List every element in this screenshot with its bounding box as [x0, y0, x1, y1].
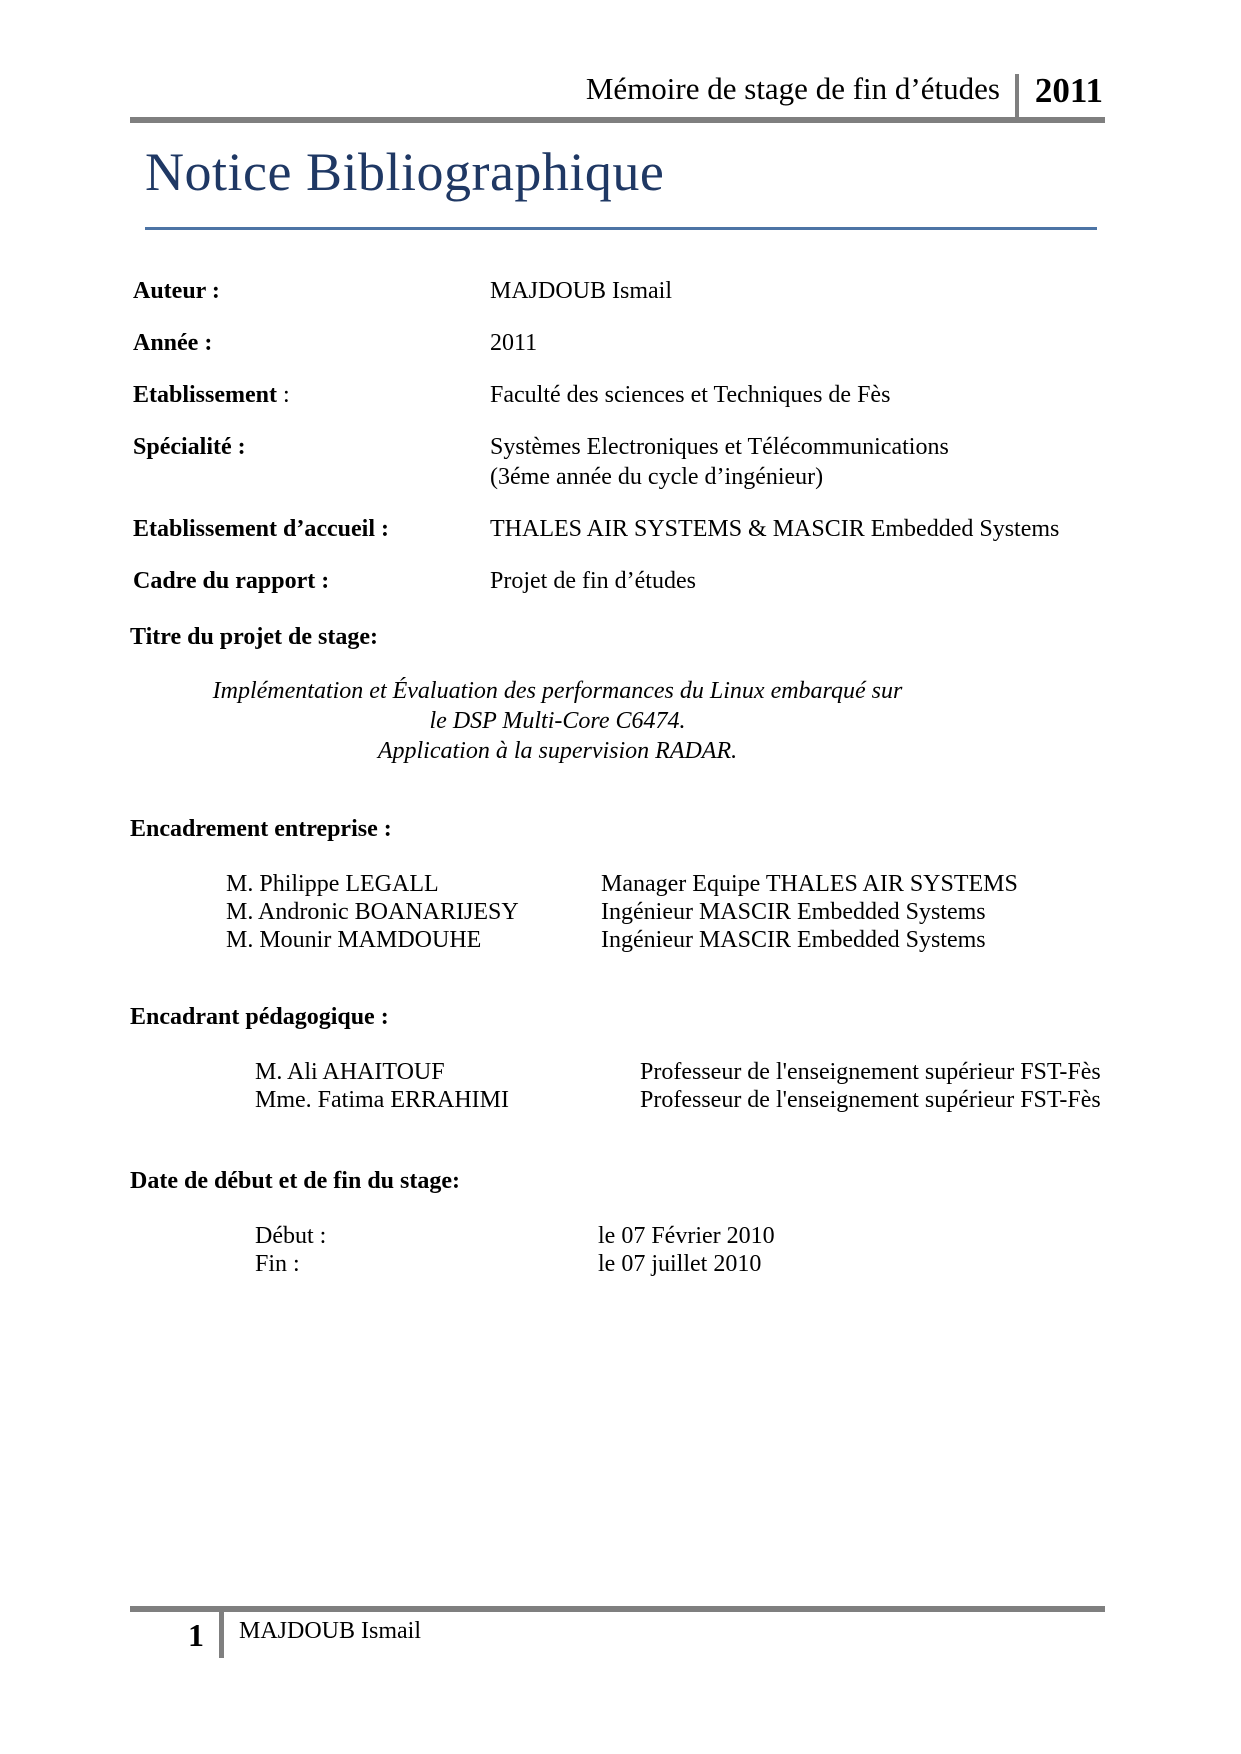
footer-author: MAJDOUB Ismail [239, 1618, 422, 1644]
field-row-annee [133, 328, 1105, 358]
page-title: Notice Bibliographique [145, 142, 665, 202]
field-row-specialite [133, 432, 1105, 492]
field-value-line2: (3éme année du cycle d’ingénieur) [490, 464, 824, 490]
dates-heading: Date de début et de fin du stage: [130, 1168, 460, 1194]
field-label: Année : [133, 330, 213, 356]
supervisor-name: M. Andronic BOANARIJESY [226, 899, 519, 925]
field-value: 2011 [490, 330, 538, 356]
supervisor-row [130, 870, 1105, 898]
project-title-line: le DSP Multi-Core C6474. [429, 708, 686, 734]
supervisor-name: M. Philippe LEGALL [226, 871, 439, 897]
academic-supervision-section [130, 1002, 1105, 1114]
bibliographic-fields [130, 276, 1105, 596]
date-value: le 07 juillet 2010 [598, 1251, 762, 1277]
supervisor-role: Professeur de l'enseignement supérieur FST-Fès [640, 1087, 1101, 1113]
field-value: Faculté des sciences et Techniques de Fès [490, 382, 891, 408]
field-label: Auteur : [133, 278, 220, 304]
date-row [130, 1250, 1105, 1278]
field-row-auteur [133, 276, 1105, 306]
field-label: Etablissement : [133, 382, 290, 408]
supervisor-role: Manager Equipe THALES AIR SYSTEMS [601, 871, 1018, 897]
project-title [130, 676, 985, 766]
field-value: THALES AIR SYSTEMS & MASCIR Embedded Systems [490, 516, 1060, 542]
company-supervision-rows [130, 870, 1105, 954]
field-value: Projet de fin d’études [490, 568, 696, 594]
supervisor-row [130, 926, 1105, 954]
supervisor-role: Ingénieur MASCIR Embedded Systems [601, 927, 986, 953]
field-label: Etablissement d’accueil : [133, 516, 389, 542]
field-label: Spécialité : [133, 434, 246, 460]
field-row-etablissement [133, 380, 1105, 410]
project-title-heading: Titre du projet de stage: [130, 624, 378, 650]
date-value: le 07 Février 2010 [598, 1223, 775, 1249]
field-row-etablissement-accueil [133, 514, 1105, 544]
date-label: Fin : [255, 1251, 300, 1277]
field-value [490, 432, 1105, 492]
page-number: 1 [188, 1617, 204, 1653]
page-footer [130, 1606, 1105, 1658]
field-label: Cadre du rapport : [133, 568, 330, 594]
dates-rows [130, 1222, 1105, 1278]
field-value-line1: Systèmes Electroniques et Télécommunications [490, 434, 949, 460]
supervisor-row [130, 898, 1105, 926]
footer-row [130, 1612, 1105, 1658]
project-title-line: Application à la supervision RADAR. [377, 738, 738, 764]
academic-supervision-heading: Encadrant pédagogique : [130, 1004, 389, 1030]
supervisor-role: Ingénieur MASCIR Embedded Systems [601, 899, 986, 925]
title-block [145, 139, 1097, 230]
company-supervision-section [130, 814, 1105, 954]
supervisor-name: Mme. Fatima ERRAHIMI [255, 1087, 509, 1113]
project-title-line: Implémentation et Évaluation des performances du Linux embarqué sur [212, 678, 903, 704]
field-value: MAJDOUB Ismail [490, 278, 673, 304]
date-row [130, 1222, 1105, 1250]
date-label: Début : [255, 1223, 327, 1249]
header-year: 2011 [1034, 71, 1103, 110]
company-supervision-heading: Encadrement entreprise : [130, 816, 392, 842]
supervisor-row [130, 1086, 1105, 1114]
page-header [130, 70, 1105, 123]
supervisor-name: M. Mounir MAMDOUHE [226, 927, 482, 953]
supervisor-role: Professeur de l'enseignement supérieur FST-Fès [640, 1059, 1101, 1085]
field-row-cadre [133, 566, 1105, 596]
header-title: Mémoire de stage de fin d’études [585, 71, 1000, 106]
supervisor-name: M. Ali AHAITOUF [255, 1059, 445, 1085]
supervisor-row [130, 1058, 1105, 1086]
header-group [586, 70, 1105, 117]
academic-supervision-rows [130, 1058, 1105, 1114]
page-content [130, 0, 1105, 1278]
dates-section [130, 1166, 1105, 1278]
